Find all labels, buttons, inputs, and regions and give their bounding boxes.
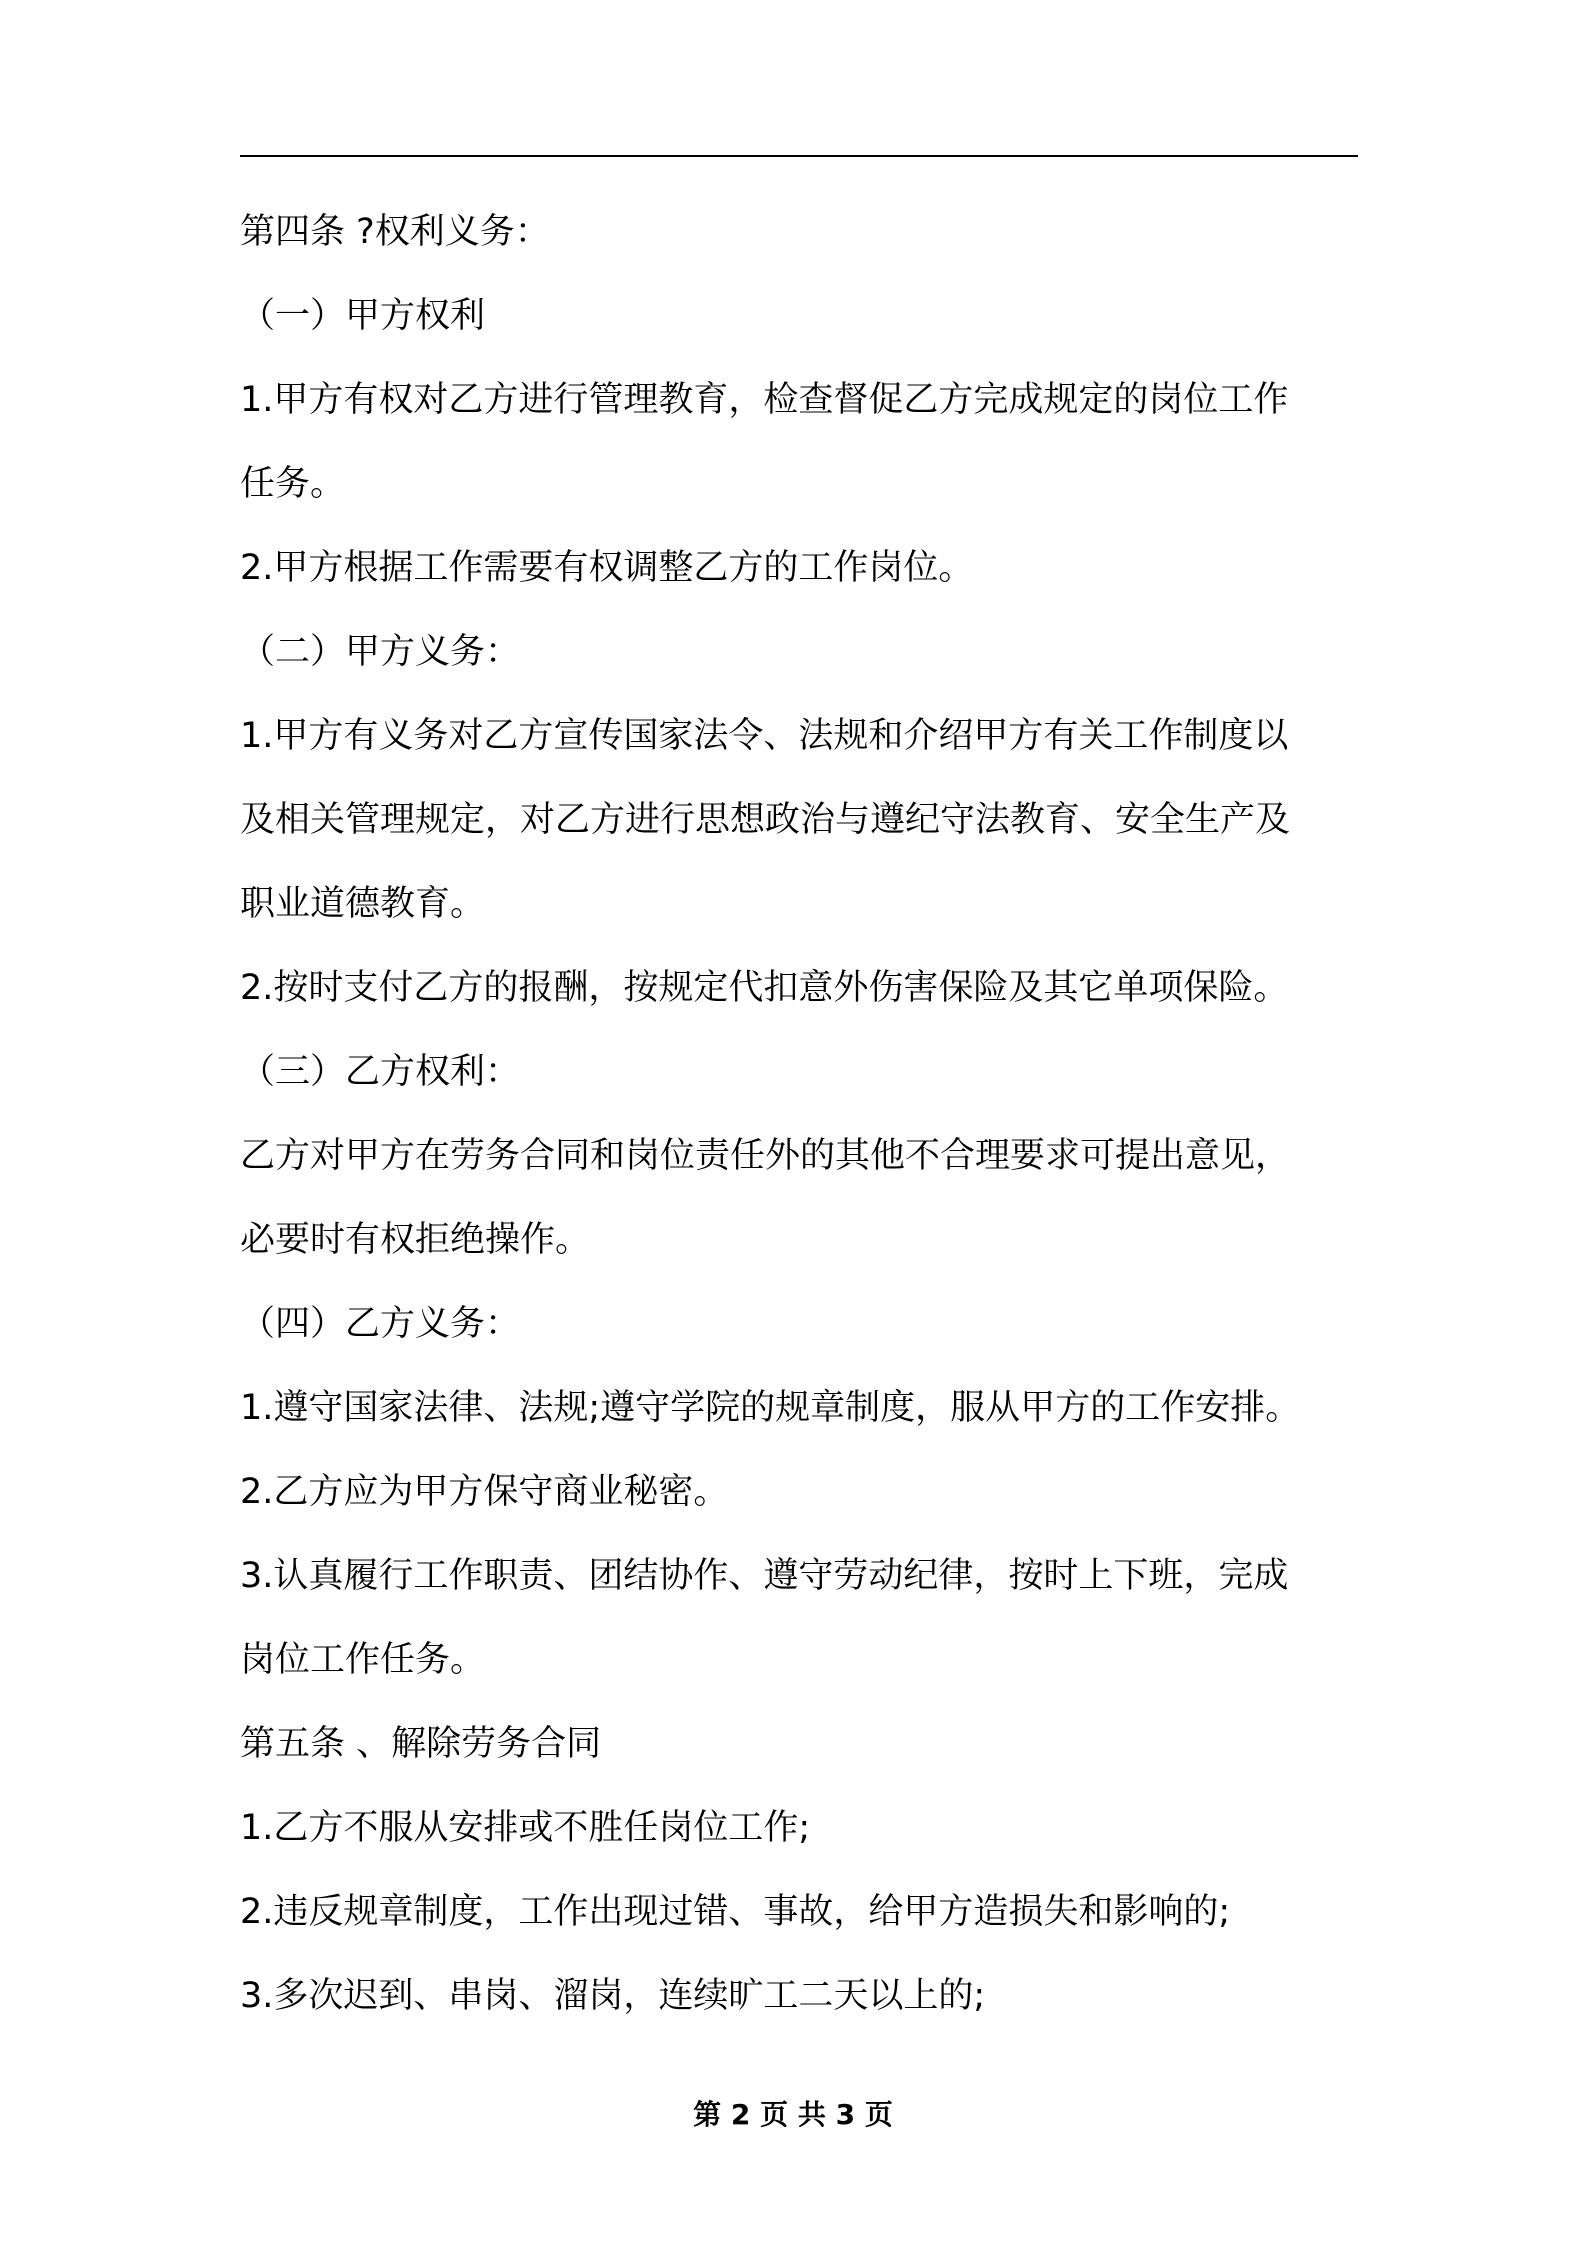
section-party-a-duties-heading: （二）甲方义务： <box>240 632 521 672</box>
paragraph-line: 3.认真履行工作职责、团结协作、遵守劳动纪律，按时上下班，完成 <box>240 1556 1289 1596</box>
page-number-footer: 第 2 页 共 3 页 <box>693 2098 893 2131</box>
paragraph-line: 岗位工作任务。 <box>240 1640 486 1680</box>
paragraph-line: 乙方对甲方在劳务合同和岗位责任外的其他不合理要求可提出意见， <box>240 1136 1291 1176</box>
paragraph-line: 2.甲方根据工作需要有权调整乙方的工作岗位。 <box>240 548 974 588</box>
article-5-heading: 第五条 、解除劳务合同 <box>240 1724 602 1764</box>
paragraph-line: 3.多次迟到、串岗、溜岗，连续旷工二天以上的; <box>240 1976 986 2016</box>
paragraph-line: 任务。 <box>240 464 346 504</box>
paragraph-line: 2.违反规章制度，工作出现过错、事故，给甲方造损失和影响的; <box>240 1892 1231 1932</box>
paragraph-line: 2.按时支付乙方的报酬，按规定代扣意外伤害保险及其它单项保险。 <box>240 968 1289 1008</box>
article-4-heading: 第四条 ?权利义务： <box>240 212 550 252</box>
paragraph-line: 1.甲方有权对乙方进行管理教育，检查督促乙方完成规定的岗位工作 <box>240 380 1289 420</box>
section-party-b-duties-heading: （四）乙方义务： <box>240 1304 521 1344</box>
header-rule <box>240 155 1358 157</box>
section-party-a-rights-heading: （一）甲方权利 <box>240 296 486 336</box>
paragraph-line: 1.遵守国家法律、法规;遵守学院的规章制度，服从甲方的工作安排。 <box>240 1388 1301 1428</box>
paragraph-line: 2.乙方应为甲方保守商业秘密。 <box>240 1472 729 1512</box>
paragraph-line: 必要时有权拒绝操作。 <box>240 1220 591 1260</box>
paragraph-line: 1.甲方有义务对乙方宣传国家法令、法规和介绍甲方有关工作制度以 <box>240 716 1289 756</box>
paragraph-line: 职业道德教育。 <box>240 884 486 924</box>
document-body <box>240 190 1360 2038</box>
paragraph-line: 及相关管理规定，对乙方进行思想政治与遵纪守法教育、安全生产及 <box>240 800 1291 840</box>
section-party-b-rights-heading: （三）乙方权利： <box>240 1052 521 1092</box>
paragraph-line: 1.乙方不服从安排或不胜任岗位工作; <box>240 1808 811 1848</box>
